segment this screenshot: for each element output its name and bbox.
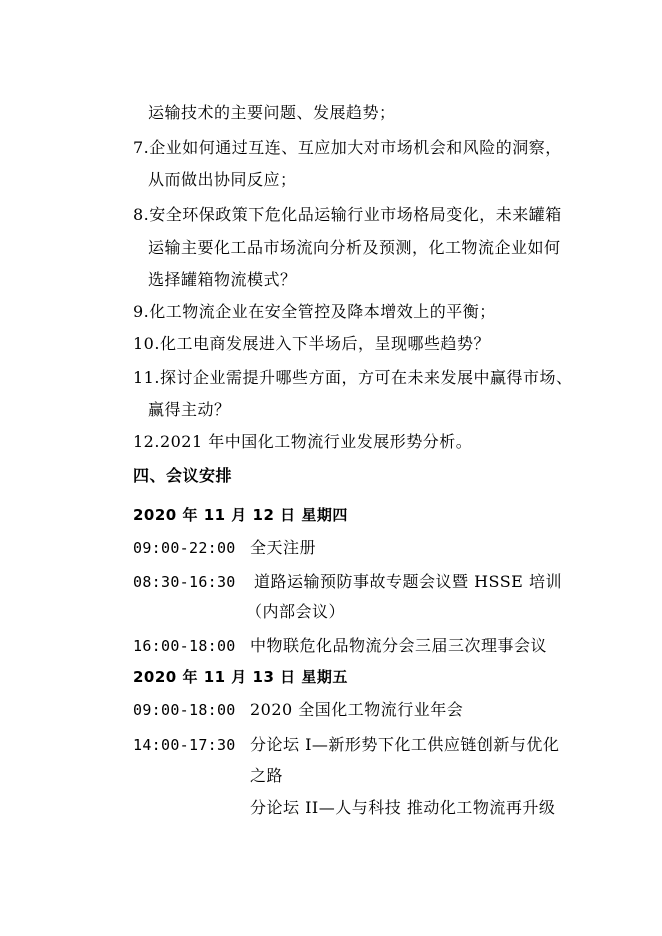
day-1-row-2-event-line-2: （内部会议） [246, 602, 346, 621]
section-heading: 四、会议安排 [133, 466, 233, 485]
day-1-row-2-time: 08:30-16:30 [133, 573, 236, 591]
day-2-row-1-time: 09:00-18:00 [133, 701, 236, 719]
topic-9: 9.化工物流企业在安全管控及降本增效上的平衡； [133, 302, 496, 321]
topic-7-line-2: 从而做出协同反应； [148, 170, 297, 189]
day-1-row-1-event: 全天注册 [250, 538, 317, 557]
day-2-row-2-event-line-1: 分论坛 I—新形势下化工供应链创新与优化 [250, 735, 560, 754]
topic-8-line-1: 8.安全环保政策下危化品运输行业市场格局变化，未来罐箱 [133, 205, 562, 224]
topic-8-line-2: 运输主要化工品市场流向分析及预测，化工物流企业如何 [148, 238, 561, 257]
day-2-row-1-event: 2020 全国化工物流行业年会 [250, 700, 464, 719]
day-2-date: 2020 年 11 月 13 日 星期五 [133, 668, 348, 686]
day-2-row-2-event-line-2: 之路 [250, 766, 284, 785]
day-2-row-2-time: 14:00-17:30 [133, 736, 236, 754]
day-2-row-2-event-line-3: 分论坛 II—人与科技 推动化工物流再升级 [250, 798, 556, 817]
topic-7-line-1: 7.企业如何通过互连、互应加大对市场机会和风险的洞察， [133, 138, 562, 157]
day-1-row-3-time: 16:00-18:00 [133, 637, 236, 655]
topic-11-line-1: 11.探讨企业需提升哪些方面，方可在未来发展中赢得市场、 [133, 368, 573, 387]
day-1-date: 2020 年 11 月 12 日 星期四 [133, 506, 348, 524]
topic-10: 10.化工电商发展进入下半场后，呈现哪些趋势？ [133, 334, 490, 353]
topic-6-continuation: 运输技术的主要问题、发展趋势； [148, 103, 396, 122]
topic-8-line-3: 选择罐箱物流模式？ [148, 270, 297, 289]
topic-11-line-2: 赢得主动？ [148, 400, 231, 419]
topic-12: 12.2021 年中国化工物流行业发展形势分析。 [133, 432, 473, 451]
day-1-row-2-event-line-1: 道路运输预防事故专题会议暨 HSSE 培训 [254, 572, 562, 591]
day-1-row-1-time: 09:00-22:00 [133, 539, 236, 557]
day-1-row-3-event: 中物联危化品物流分会三届三次理事会议 [250, 636, 548, 655]
